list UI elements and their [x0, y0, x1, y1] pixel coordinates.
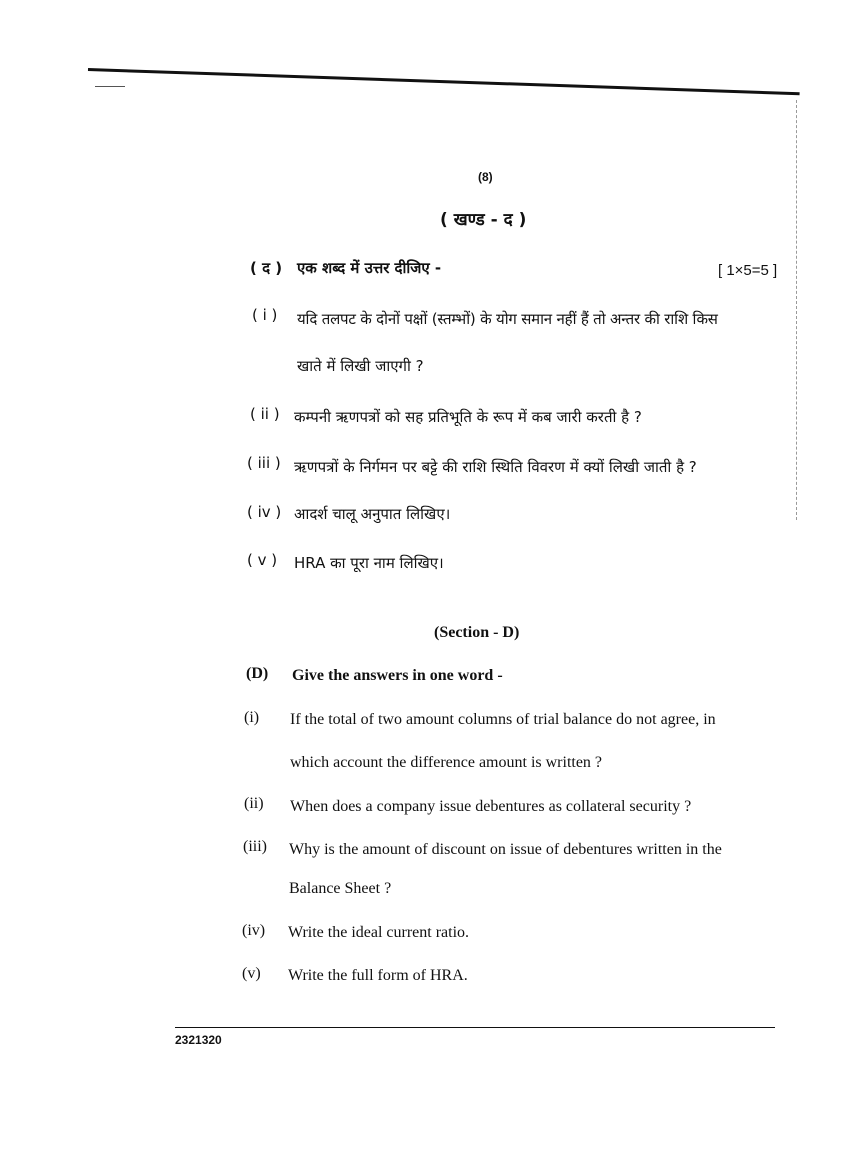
- hindi-heading-text: एक शब्द में उत्तर दीजिए -: [297, 259, 442, 277]
- hindi-q4-text: आदर्श चालू अनुपात लिखिए।: [294, 505, 451, 523]
- hindi-section-title: ( खण्ड - द ): [440, 210, 527, 230]
- hindi-q1-text: यदि तलपट के दोनों पक्षों (स्तम्भों) के योग समान नहीं हैं तो अन्तर की राशि किस: [297, 310, 718, 328]
- english-q3-text: Why is the amount of discount on issue of debentures written in the: [289, 841, 722, 858]
- hindi-q5-text: HRA का पूरा नाम लिखिए।: [294, 554, 444, 572]
- english-q3-label: (iii): [243, 838, 267, 855]
- marks-allocation: [ 1×5=5 ]: [718, 262, 778, 279]
- english-q1-text: If the total of two amount columns of trial balance do not agree, in: [290, 711, 716, 728]
- english-q4-label: (iv): [242, 922, 266, 939]
- english-q2-text: When does a company issue debentures as collateral security ?: [290, 798, 692, 815]
- hindi-q1-label: ( i ): [252, 306, 278, 324]
- english-q4-text: Write the ideal current ratio.: [288, 924, 470, 941]
- english-q1-text-cont: which account the difference amount is written ?: [290, 754, 603, 771]
- hindi-q3-text: ऋणपत्रों के निर्गमन पर बट्टे की राशि स्थिति विवरण में क्यों लिखी जाती है ?: [294, 458, 697, 476]
- page-number: (8): [478, 170, 493, 184]
- hindi-q4-label: ( iv ): [247, 503, 282, 521]
- english-q3-text-cont: Balance Sheet ?: [289, 880, 392, 897]
- english-q5-text: Write the full form of HRA.: [288, 967, 468, 984]
- english-q5-label: (v): [242, 965, 261, 982]
- footer-rule: [175, 1027, 775, 1028]
- top-border-mark: [95, 86, 125, 87]
- hindi-q2-label: ( ii ): [250, 405, 280, 423]
- top-border-rule: [88, 68, 800, 95]
- hindi-q1-text-cont: खाते में लिखी जाएगी ?: [297, 357, 424, 375]
- english-q1-label: (i): [244, 709, 260, 726]
- english-heading-text: Give the answers in one word -: [292, 667, 503, 684]
- hindi-q2-text: कम्पनी ऋणपत्रों को सह प्रतिभूति के रूप में कब जारी करती है ?: [294, 408, 642, 426]
- paper-code: 2321320: [175, 1033, 222, 1047]
- page-edge: [796, 100, 798, 520]
- english-section-title: (Section - D): [434, 624, 520, 641]
- hindi-q3-label: ( iii ): [247, 454, 281, 472]
- hindi-heading-label: ( द ): [250, 259, 283, 277]
- english-q2-label: (ii): [244, 795, 264, 812]
- english-heading-label: (D): [246, 665, 269, 682]
- hindi-q5-label: ( v ): [247, 551, 278, 569]
